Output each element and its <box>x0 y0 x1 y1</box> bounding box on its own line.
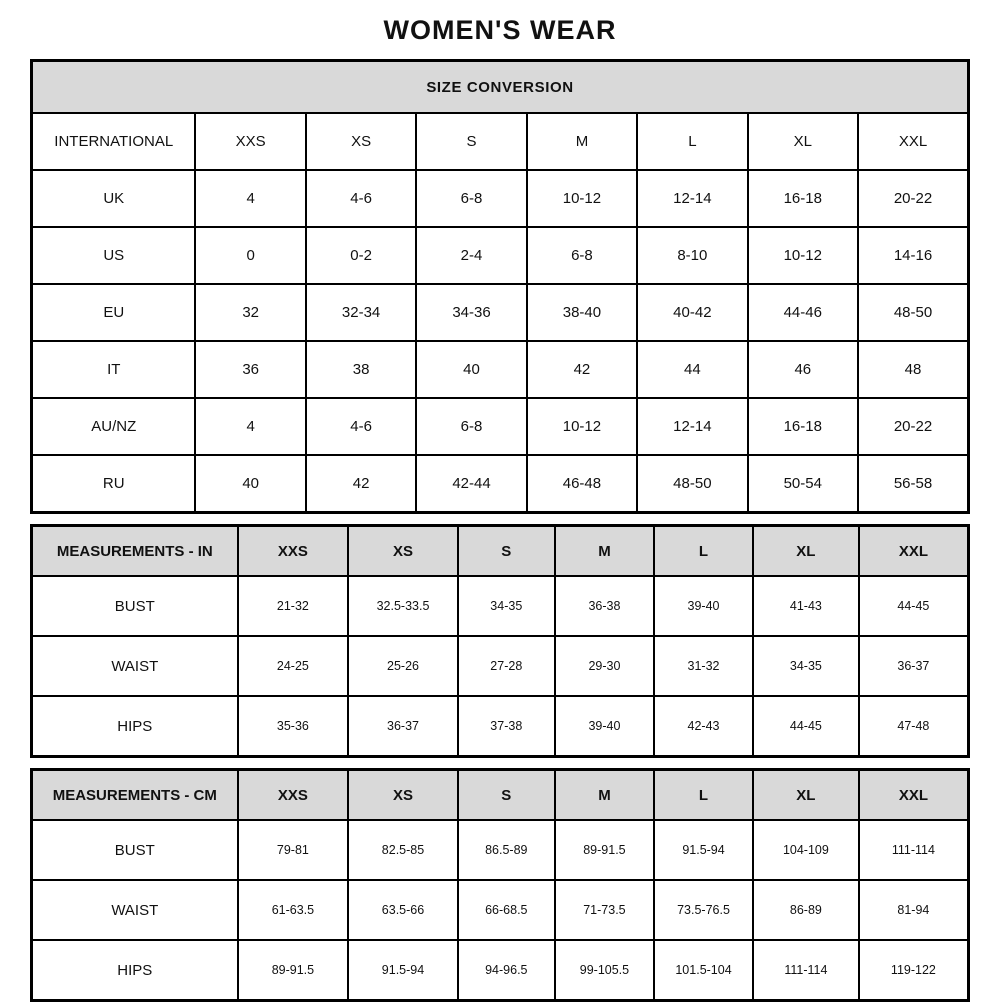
size-chart-page <box>30 0 970 1002</box>
measurement-value: 21-32 <box>238 576 349 636</box>
column-header: XL <box>748 113 858 170</box>
size-value: 16-18 <box>748 170 858 227</box>
measurement-value: 61-63.5 <box>238 880 349 940</box>
measurement-value: 81-94 <box>859 880 969 940</box>
measurement-value: 29-30 <box>555 636 654 696</box>
measurement-value: 36-37 <box>859 636 969 696</box>
size-value: 38-40 <box>527 284 637 341</box>
size-value: 16-18 <box>748 398 858 455</box>
table-row-bust-in <box>32 576 969 636</box>
size-value: 6-8 <box>527 227 637 284</box>
size-value: 32 <box>195 284 305 341</box>
column-header: XXS <box>238 770 349 821</box>
measurement-value: 101.5-104 <box>654 940 753 1001</box>
measurement-value: 44-45 <box>753 696 859 757</box>
size-value: 36 <box>195 341 305 398</box>
table-row-waist-in <box>32 636 969 696</box>
size-value: 40-42 <box>637 284 747 341</box>
measurement-value: 86.5-89 <box>458 820 555 880</box>
column-header: XXS <box>195 113 305 170</box>
column-header: M <box>555 770 654 821</box>
size-value: 56-58 <box>858 455 969 513</box>
size-value: 4-6 <box>306 170 416 227</box>
size-value: 42-44 <box>416 455 526 513</box>
size-value: 44 <box>637 341 747 398</box>
column-header: XL <box>753 770 859 821</box>
size-value: 12-14 <box>637 398 747 455</box>
measurement-value: 91.5-94 <box>654 820 753 880</box>
table-row-uk <box>32 170 969 227</box>
measurement-value: 119-122 <box>859 940 969 1001</box>
row-label: IT <box>32 341 196 398</box>
measurement-value: 66-68.5 <box>458 880 555 940</box>
row-label: US <box>32 227 196 284</box>
column-header: XL <box>753 526 859 577</box>
column-header: L <box>637 113 747 170</box>
size-value: 48-50 <box>637 455 747 513</box>
column-header: XS <box>306 113 416 170</box>
row-label: WAIST <box>32 636 238 696</box>
column-header: XS <box>348 770 458 821</box>
size-value: 20-22 <box>858 170 969 227</box>
measurements-cm-header-row <box>32 770 969 821</box>
measurement-value: 89-91.5 <box>555 820 654 880</box>
row-label: HIPS <box>32 696 238 757</box>
size-value: 10-12 <box>527 170 637 227</box>
column-header: S <box>416 113 526 170</box>
table-row-hips-in <box>32 696 969 757</box>
row-label: RU <box>32 455 196 513</box>
table-row-us <box>32 227 969 284</box>
measurement-value: 34-35 <box>458 576 555 636</box>
measurement-value: 42-43 <box>654 696 753 757</box>
measurement-value: 36-38 <box>555 576 654 636</box>
size-value: 14-16 <box>858 227 969 284</box>
size-value: 32-34 <box>306 284 416 341</box>
measurement-value: 27-28 <box>458 636 555 696</box>
measurement-value: 91.5-94 <box>348 940 458 1001</box>
measurement-value: 86-89 <box>753 880 859 940</box>
measurements-cm-table <box>30 768 970 1002</box>
size-value: 20-22 <box>858 398 969 455</box>
row-label: WAIST <box>32 880 238 940</box>
size-value: 10-12 <box>748 227 858 284</box>
table-row-bust-cm <box>32 820 969 880</box>
measurement-value: 44-45 <box>859 576 969 636</box>
size-value: 42 <box>527 341 637 398</box>
size-value: 0 <box>195 227 305 284</box>
size-value: 48 <box>858 341 969 398</box>
size-value: 42 <box>306 455 416 513</box>
column-header: XXL <box>859 526 969 577</box>
size-value: 46 <box>748 341 858 398</box>
measurements-cm-title: MEASUREMENTS - CM <box>32 770 238 821</box>
measurement-value: 82.5-85 <box>348 820 458 880</box>
row-label: BUST <box>32 820 238 880</box>
row-label: UK <box>32 170 196 227</box>
measurement-value: 111-114 <box>859 820 969 880</box>
size-value: 4 <box>195 398 305 455</box>
size-value: 10-12 <box>527 398 637 455</box>
measurement-value: 25-26 <box>348 636 458 696</box>
size-value: 50-54 <box>748 455 858 513</box>
measurement-value: 71-73.5 <box>555 880 654 940</box>
table-row-eu <box>32 284 969 341</box>
measurement-value: 34-35 <box>753 636 859 696</box>
size-value: 0-2 <box>306 227 416 284</box>
measurements-in-title: MEASUREMENTS - IN <box>32 526 238 577</box>
measurements-in-header-row <box>32 526 969 577</box>
column-header: S <box>458 770 555 821</box>
international-sizes-row <box>32 113 969 170</box>
size-value: 4 <box>195 170 305 227</box>
column-header: M <box>527 113 637 170</box>
measurement-value: 79-81 <box>238 820 349 880</box>
measurement-value: 35-36 <box>238 696 349 757</box>
measurement-value: 37-38 <box>458 696 555 757</box>
measurement-value: 36-37 <box>348 696 458 757</box>
measurement-value: 24-25 <box>238 636 349 696</box>
column-header: S <box>458 526 555 577</box>
measurement-value: 104-109 <box>753 820 859 880</box>
size-conversion-header-row <box>32 61 969 114</box>
size-conversion-title: SIZE CONVERSION <box>32 61 969 114</box>
size-value: 12-14 <box>637 170 747 227</box>
measurement-value: 94-96.5 <box>458 940 555 1001</box>
measurement-value: 39-40 <box>654 576 753 636</box>
size-value: 46-48 <box>527 455 637 513</box>
column-header: L <box>654 526 753 577</box>
measurement-value: 39-40 <box>555 696 654 757</box>
row-label: EU <box>32 284 196 341</box>
size-value: 40 <box>195 455 305 513</box>
measurement-value: 111-114 <box>753 940 859 1001</box>
measurement-value: 41-43 <box>753 576 859 636</box>
column-header: XS <box>348 526 458 577</box>
measurement-value: 47-48 <box>859 696 969 757</box>
size-value: 40 <box>416 341 526 398</box>
measurement-value: 63.5-66 <box>348 880 458 940</box>
measurement-value: 31-32 <box>654 636 753 696</box>
table-row-hips-cm <box>32 940 969 1001</box>
size-value: 4-6 <box>306 398 416 455</box>
size-value: 48-50 <box>858 284 969 341</box>
row-label: AU/NZ <box>32 398 196 455</box>
row-label: HIPS <box>32 940 238 1001</box>
table-row-waist-cm <box>32 880 969 940</box>
table-row-ru <box>32 455 969 513</box>
column-header: XXL <box>858 113 969 170</box>
measurement-value: 89-91.5 <box>238 940 349 1001</box>
table-row-it <box>32 341 969 398</box>
size-value: 8-10 <box>637 227 747 284</box>
column-header: L <box>654 770 753 821</box>
measurement-value: 32.5-33.5 <box>348 576 458 636</box>
row-label: INTERNATIONAL <box>32 113 196 170</box>
column-header: XXL <box>859 770 969 821</box>
size-value: 6-8 <box>416 398 526 455</box>
column-header: XXS <box>238 526 349 577</box>
measurement-value: 99-105.5 <box>555 940 654 1001</box>
size-value: 44-46 <box>748 284 858 341</box>
table-row-aunz <box>32 398 969 455</box>
row-label: BUST <box>32 576 238 636</box>
column-header: M <box>555 526 654 577</box>
size-value: 38 <box>306 341 416 398</box>
measurement-value: 73.5-76.5 <box>654 880 753 940</box>
measurements-in-table <box>30 524 970 758</box>
size-value: 34-36 <box>416 284 526 341</box>
size-value: 6-8 <box>416 170 526 227</box>
size-value: 2-4 <box>416 227 526 284</box>
size-conversion-table <box>30 59 970 514</box>
page-title: WOMEN'S WEAR <box>383 15 617 45</box>
